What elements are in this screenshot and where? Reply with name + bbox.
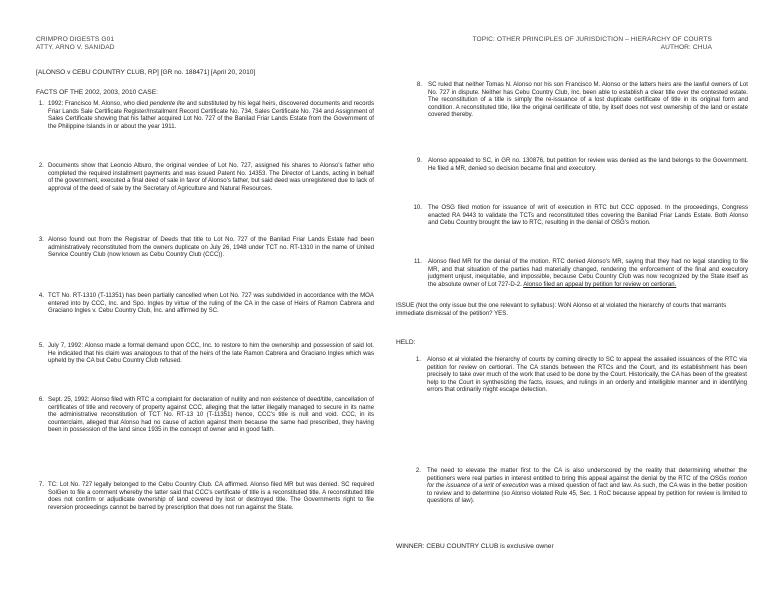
fact-number: 10. bbox=[413, 204, 422, 211]
held-item bbox=[415, 467, 747, 505]
held-text: Alonso et al violated the hierarchy of courts by coming directly to SC to appeal the assailed issuances of the RTC via petition for review on certiorari. The CA stands between the RTCs and the Court, and its establishment has been precisely to take over much of the work that used to be done by the Court. Historically, the CA has been of the greatest help to the Court in synthesizing the facts, issues, and rulings in an orderly and intelligible manner and in identifying errors that ordinarily might escape detection. bbox=[427, 356, 747, 394]
issue-statement: ISSUE (Not the only issue but the one relevant to syllabus): WoN Alonso et al violated the hierarchy of courts that warrants immediate dismissal of the petition? YES. bbox=[396, 302, 727, 317]
document-header-left bbox=[36, 36, 115, 52]
fact-text-emphasis: pendente lite bbox=[149, 100, 185, 107]
fact-text: The OSG filed motion for issuance of writ of execution in RTC but CCC opposed. In the proceedings, Congress enacted RA 9443 to validate the TCTs and reconstituted titles covering the Banilad Friar Lands Estate. Both Alonso and Cebu Country brought the law to RTC, resulting in the denial of OSG's motion. bbox=[428, 204, 748, 227]
fact-item bbox=[38, 100, 374, 130]
course-label: CRIMPRO DIGESTS G01 bbox=[36, 36, 115, 43]
held-text-emphasis: motion for the issuance of a writ of execution bbox=[427, 474, 747, 490]
fact-item bbox=[416, 81, 748, 119]
document-header-right bbox=[473, 36, 712, 52]
fact-item bbox=[413, 258, 748, 288]
held-text: The need to elevate the matter first to the CA is also underscored by the reality that determining whether the petitioners were real parties in interest entitled to bring this appeal against the denial by the RTC of the OSGs bbox=[427, 467, 747, 482]
fact-item bbox=[413, 204, 748, 227]
held-text: was a mixed question of fact and law. As such, the CA was in the better position to review and to determine (so Alonso violated Rule 45, Sec. 1 RoC because appeal by petition for review is limited to questions of law). bbox=[427, 482, 747, 505]
fact-text: Documents show that Leoncio Alburo, the original vendee of Lot No. 727, assigned his shares to Alonso's father who completed the required installment payments and was issued Patent No. 14353. The Director of Lands, acting in behalf of the government, executed a final deed of sale in favor of Alonso's father, but said deed was unregistered due to lack of approval of the deed of sale by the Secretary of Agriculture and Natural Resources. bbox=[48, 162, 374, 192]
winner-statement: WINNER: CEBU COUNTRY CLUB is exclusive owner bbox=[396, 543, 554, 550]
fact-number: 6. bbox=[38, 396, 44, 403]
fact-number: 8. bbox=[416, 81, 422, 88]
fact-number: 2. bbox=[38, 162, 44, 169]
fact-item bbox=[38, 236, 374, 259]
fact-text: SC ruled that neither Tomas N. Alonso nor his son Francisco M. Alonso or the latters heirs are the lawful owners of Lot No. 727 in dispute. Neither has Cebu Country Club, Inc. been able to establish a clear title over the contested estate. The reconstitution of a title is simply the re-issuance of a lost duplicate certificate of title in its original form and condition. A reconstituted title, like the original certificate of title, by itself does not vest ownership of the land or estate covered thereby. bbox=[428, 81, 748, 119]
facts-heading: FACTS OF THE 2002, 2003, 2010 CASE: bbox=[36, 89, 158, 96]
appeal-link-text: Alonso filed an appeal by petition for review on certiorari. bbox=[523, 280, 677, 288]
fact-item bbox=[38, 481, 374, 511]
fact-text: Alonso filed MR for the denial of the motion. RTC denied Alonso's MR, saying that they had no legal standing to file MR, and that situation of the parties had materially changed, rendering the enforcement of the final and executory judgment unjust, inequitable, and impossible, because Cebu Country Club was now recognized by the State itself as the absolute owner of Lot 727-D-2. bbox=[428, 258, 748, 288]
fact-number: 5. bbox=[38, 342, 44, 349]
fact-text: Sept. 25, 1992: Alonso filed with RTC a complaint for declaration of nullity and non existence of deed/title, cancellation of certificates of title and recovery of property against CCC, alleging that the latter illegally managed to secure in its name the administrative reconstitution of TCT No. RT-13 10 (T-11351) hence, CCC's title is null and void. CCC, in its counterclaim, alleged that Alonso had no cause of action against them because the same had prescribed, they having been in possession of the land since 1935 in the concept of owner and in good faith. bbox=[48, 396, 374, 434]
topic-label: TOPIC: OTHER PRINCIPLES OF JURISDICTION – HIERARCHY OF COURTS bbox=[472, 36, 712, 43]
fact-number: 1. bbox=[38, 100, 44, 107]
fact-item bbox=[38, 342, 374, 365]
author-label: AUTHOR: CHUA bbox=[660, 44, 712, 51]
fact-text: TC: Lot No. 727 legally belonged to the Cebu Country Club. CA affirmed. Alonso filed MR but was denied. SC required SolGen to file a comment whereby the latter said that CCC's certificate of title is a reconstituted title. A reconstituted title does not confirm or adjudicate ownership of land covered by lost or destroyed title. The Governments right to file reversion proceedings cannot be barred by prescription that does not run against the State. bbox=[48, 481, 374, 511]
case-title: [ALONSO v CEBU COUNTRY CLUB, RP] [GR no. 188471] [April 20, 2010] bbox=[36, 69, 256, 76]
fact-item bbox=[38, 162, 374, 192]
fact-text: 1992: Francisco M. Alonso, who died bbox=[48, 100, 150, 107]
fact-item bbox=[416, 157, 748, 172]
fact-number: 7. bbox=[38, 481, 44, 488]
fact-text: TCT No. RT-1310 (T-11351) has been partially cancelled when Lot No. 727 was subdivided in accordance with the MOA entered into by CCC, Inc. and Spo. Ingles by virtue of the ruling of the CA in the case of Heirs of Ramon Cabrera and Graciano Ingles v. Cebu Country Club, Inc. and affirmed by SC. bbox=[48, 292, 374, 315]
fact-item bbox=[38, 292, 374, 315]
fact-number: 11. bbox=[413, 258, 422, 265]
fact-text: July 7, 1992: Alonso made a formal demand upon CCC, Inc. to restore to him the ownership and possession of said lot. He indicated that his claim was analogous to that of the heirs of the late Ramon Cabrera and Graciano Ingles which was upheld by the CA but Cebu Country Club refused. bbox=[48, 342, 374, 365]
held-number: 2. bbox=[415, 467, 421, 474]
professor-label: ATTY. ARNO V. SANIDAD bbox=[36, 44, 115, 51]
held-number: 1. bbox=[415, 356, 421, 363]
fact-text: Alonso appealed to SC, in GR no. 130876, but petition for review was denied as the land belongs to the Government. He filed a MR, denied so decision became final and executory. bbox=[428, 157, 748, 172]
held-item bbox=[415, 356, 747, 394]
fact-text: Alonso found out from the Registrar of Deeds that title to Lot No. 727 of the Banilad Friar Lands Estate had been administratively reconstituted from the owners duplicate on July 26, 1948 under TCT no. RT-1310 in the name of United Service Country Club (now known as Cebu Country Club (CCC)). bbox=[48, 236, 374, 259]
fact-text: and substituted by his legal heirs, discovered documents and records Friar Lands Sale Certificate Register/Installment Record Certificate No. 734, Sales Certificate No. 734 and Assignment of Sales Certificate showing that his father acquired Lot No. 727 of the Banilad Friar Lands Estate from the Government of the Philippine Islands in or about the year 1911. bbox=[48, 100, 374, 130]
fact-item bbox=[38, 396, 374, 434]
fact-number: 4. bbox=[38, 292, 44, 299]
fact-number: 9. bbox=[416, 157, 422, 164]
fact-number: 3. bbox=[38, 236, 44, 243]
held-heading: HELD: bbox=[396, 339, 416, 346]
